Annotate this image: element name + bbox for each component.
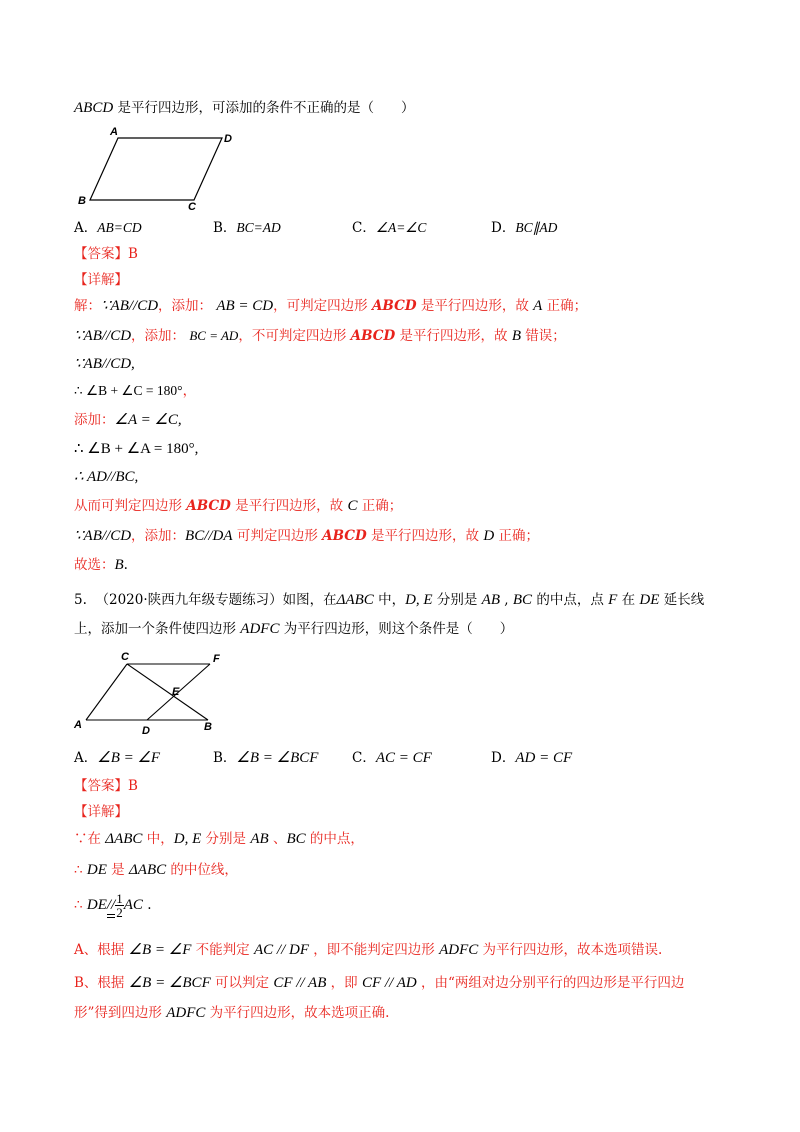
text: ABCD [371, 298, 417, 314]
q4-label-d: D [224, 133, 232, 145]
text: ∴ [74, 862, 87, 878]
text: 为平行四边形，故本选项错误. [478, 942, 663, 958]
text: ，添加： [131, 528, 186, 544]
q4-option-d-letter: D． [491, 220, 516, 236]
text: 是平行四边形，故 [416, 298, 534, 314]
q4-sol-line-6 [74, 439, 198, 459]
q5-sol-line-1 [74, 829, 364, 849]
q5-sol-line-4 [74, 940, 662, 960]
math: ∵AB//CD [101, 298, 159, 314]
q5-option-c [352, 748, 432, 768]
math: ∠B = ∠BCF [128, 975, 211, 991]
math: ∵AB//CD, [74, 356, 135, 372]
q4-option-b-letter: B． [213, 220, 237, 236]
q5-label-a: A [74, 719, 82, 731]
text: 错误； [520, 328, 566, 344]
q4-sol-line-1 [74, 296, 587, 316]
text: 的中点，点 [532, 592, 609, 608]
q5-sol-line-2 [74, 860, 238, 880]
text: 延长线 [659, 592, 705, 608]
q4-option-d-expr: BC∥AD [515, 220, 558, 235]
math: ∠B = ∠F [128, 942, 192, 958]
q4-sol-line-7 [74, 467, 138, 487]
text: ABCD [186, 498, 231, 514]
q5-label-e: E [172, 686, 180, 698]
q4-sol-line-8 [74, 496, 402, 516]
text: 分别是 [432, 592, 482, 608]
text: ，即不能判定四边形 [308, 942, 440, 958]
q4-label-c: C [188, 201, 196, 210]
math: ΔABC [128, 862, 167, 878]
text: 故选： [74, 557, 115, 573]
text: . [142, 897, 152, 913]
math: ADFC [439, 942, 479, 958]
math: ΔABC [336, 592, 374, 608]
q4-option-c-expr: ∠A=∠C [375, 220, 427, 235]
fraction-denominator: 2 [116, 905, 123, 920]
math: AC // DF [253, 942, 309, 958]
math: B [114, 557, 124, 573]
math: ∵AB//CD [74, 528, 132, 544]
q4-option-c [352, 218, 426, 238]
q5-stem-line-1 [74, 590, 704, 610]
q4-label-b: B [78, 195, 86, 207]
math: D [483, 528, 495, 544]
fraction-numerator: 1 [116, 891, 123, 906]
text: ，即 [326, 975, 362, 991]
text: 上，添加一个条件使四边形 [74, 621, 241, 637]
q5-answer [74, 776, 138, 796]
q5-sol-line-6 [74, 1003, 389, 1023]
text: 是 [106, 862, 129, 878]
text: 添加： [74, 412, 115, 428]
q5-option-b-expr: ∠B = ∠BCF [236, 750, 319, 766]
q4-option-a-expr: AB=CD [97, 220, 142, 235]
q5-triangle-figure [72, 648, 232, 740]
q4-sol-line-2 [74, 326, 566, 346]
text: ∴ [74, 897, 87, 913]
equal-parallel-sign [107, 890, 115, 920]
math: ∴ AD//BC, [74, 469, 139, 485]
text: 的中点， [305, 831, 364, 847]
q4-option-b-expr: BC=AD [236, 220, 281, 235]
math: A [533, 298, 543, 314]
text: ，由“两组对边分别平行的四边形是平行四边 [416, 975, 685, 991]
text: B、根据 [74, 975, 129, 991]
q4-option-a-letter: A． [74, 220, 98, 236]
text: 中， [142, 831, 174, 847]
text: 正确； [494, 528, 539, 544]
q5-label-d: D [142, 725, 150, 737]
q5-label-c: C [121, 651, 129, 663]
q4-option-c-letter: C． [352, 220, 376, 236]
math: C [347, 498, 358, 514]
text: ， [182, 383, 197, 399]
text: ，可判定四边形 [273, 298, 372, 314]
q5-segment-ac [86, 664, 127, 720]
q5-option-d-expr: AD = CF [515, 750, 573, 766]
q5-option-a-letter: A． [74, 750, 98, 766]
text: 正确； [357, 498, 403, 514]
text: 从而可判定四边形 [74, 498, 187, 514]
math: ADFC [166, 1005, 206, 1021]
text: 分别是 [201, 831, 251, 847]
math: ΔABC [105, 831, 143, 847]
text: 是平行四边形，故 [395, 328, 512, 344]
math: BC [286, 831, 306, 847]
math: AB [250, 831, 269, 847]
math: ∴ ∠B + ∠C = 180° [74, 383, 183, 398]
text: 、 [268, 831, 287, 847]
text: 是平行四边形，故 [230, 498, 348, 514]
q4-sol-line-5 [74, 410, 182, 430]
math: AB [481, 592, 500, 608]
math: AB = CD [216, 298, 274, 314]
q4-parallelogram [90, 138, 222, 200]
math: DE [86, 862, 107, 878]
q5-source: （2020·陕西九年级专题练习）如图，在 [95, 592, 337, 608]
q4-sol-line-10 [74, 555, 128, 575]
q5-stem-line-2 [74, 619, 513, 639]
math: ADFC [240, 621, 280, 637]
math: ∴ ∠B + ∠A = 180°, [74, 441, 199, 457]
q5-segment-cb [127, 664, 208, 720]
math: F [608, 592, 618, 608]
text: A、根据 [74, 942, 129, 958]
text: ∵在 [74, 831, 106, 847]
math: BC//DA [185, 528, 233, 544]
text: 在 [617, 592, 640, 608]
fraction-half [115, 892, 124, 919]
q4-answer-value: B [128, 246, 138, 262]
q5-option-b [213, 748, 318, 768]
text: 是平行四边形，故 [366, 528, 484, 544]
q4-answer-tag: 【答案】 [74, 246, 128, 262]
text: 的中位线， [166, 862, 238, 878]
q5-detail-tag: 【详解】 [74, 804, 128, 820]
q4-parallelogram-figure [76, 124, 246, 210]
math: CF // AB [273, 975, 327, 991]
text: ，添加： [131, 328, 186, 344]
text: 解： [74, 298, 101, 314]
math: // [106, 897, 116, 913]
q4-detail-tag: 【详解】 [74, 272, 128, 288]
q4-label-a: A [110, 126, 118, 138]
text: ，添加： [158, 298, 213, 314]
q4-stem-abcd: ABCD [74, 100, 114, 116]
q5-answer-value: B [128, 778, 138, 794]
q4-sol-line-3 [74, 354, 135, 374]
text: ABCD [350, 328, 396, 344]
q4-option-d [491, 218, 557, 238]
text: ABCD [322, 528, 367, 544]
text: 不能判定 [191, 942, 254, 958]
text: 为平行四边形，故本选项正确. [205, 1005, 390, 1021]
q5-option-c-expr: AC = CF [375, 750, 432, 766]
q4-option-a [74, 218, 142, 238]
math: DE [86, 897, 107, 913]
text: ，不可判定四边形 [238, 328, 351, 344]
text: . [123, 557, 128, 573]
math: AC [123, 897, 143, 913]
equal-bar [107, 914, 115, 918]
math: ∵AB//CD [74, 328, 132, 344]
q5-option-c-letter: C． [352, 750, 376, 766]
q5-sol-line-3 [74, 890, 152, 920]
q5-option-a [74, 748, 160, 768]
math: BC [512, 592, 533, 608]
q5-sol-line-5 [74, 973, 684, 993]
q5-answer-tag: 【答案】 [74, 778, 128, 794]
text: , [500, 592, 513, 608]
q5-label-f: F [213, 653, 220, 665]
math: B [511, 328, 521, 344]
math: DE [639, 592, 660, 608]
q5-option-b-letter: B． [213, 750, 237, 766]
text: 形”得到四边形 [74, 1005, 167, 1021]
q4-option-b [213, 218, 281, 238]
q4-sol-line-9 [74, 526, 539, 546]
math: D, E [405, 592, 433, 608]
q4-answer [74, 244, 138, 264]
q4-stem [74, 98, 414, 118]
text: 正确； [542, 298, 588, 314]
math: D, E [173, 831, 202, 847]
q4-stem-text: 是平行四边形，可添加的条件不正确的是（ ） [113, 100, 415, 116]
math: ∠A = ∠C, [114, 412, 182, 428]
q5-number: 5. [74, 592, 87, 608]
text: 为平行四边形，则这个条件是（ ） [279, 621, 514, 637]
q5-option-a-expr: ∠B = ∠F [97, 750, 161, 766]
q4-sol-line-4 [74, 381, 196, 401]
math: CF // AD [361, 975, 417, 991]
q5-option-d-letter: D． [491, 750, 516, 766]
q5-option-d [491, 748, 572, 768]
q5-label-b: B [204, 721, 212, 733]
text: 可判定四边形 [232, 528, 323, 544]
text: 可以判定 [210, 975, 274, 991]
math: BC = AD [189, 328, 239, 343]
text: 中， [373, 592, 406, 608]
